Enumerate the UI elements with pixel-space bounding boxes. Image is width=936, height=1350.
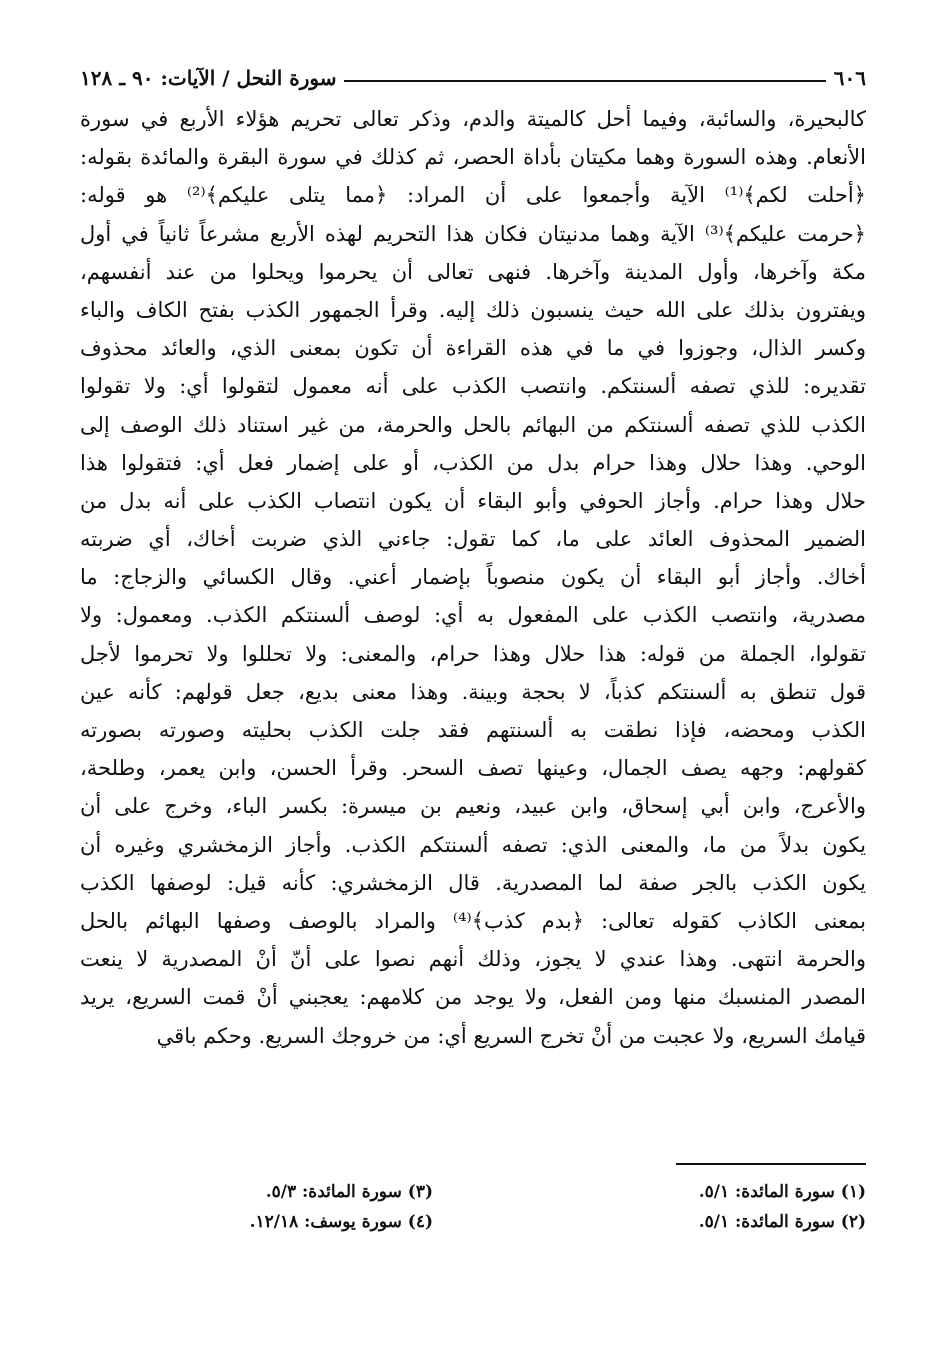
body-line: يكون بدلاً من ما، والمعنى الذي: تصفه ألسنتكم الكذب. وأجاز الزمخشري وغيره أن	[80, 832, 866, 857]
body-line: كقولهم: وجهه يصف الجمال، وعينها تصف السحر. وقرأ الحسن، وابن يعمر، وطلحة،	[80, 756, 866, 781]
body-line: يكون الكذب بالجر صفة لما المصدرية. قال الزمخشري: كأنه قيل: لوصفها الكذب	[80, 870, 866, 895]
running-head	[80, 60, 866, 90]
body-line: الضمير المحذوف العائد على ما، كما تقول: جاءني الذي ضربت أخاك، أي ضربته	[80, 527, 866, 552]
body-line: كالبحيرة، والسائبة، وفيما أحل كالميتة والدم، وذكر تعالى تحريم هؤلاء الأربع في سورة	[80, 107, 866, 131]
page	[80, 60, 866, 1055]
body-line: ويفترون بذلك على الله حيث ينسبون ذلك إليه. وقرأ الجمهور الكذب بفتح الكاف والباء	[80, 297, 866, 322]
footnote-2: (٢) سورة المائدة: ٥/١.	[698, 1212, 866, 1232]
footnote-rule	[676, 1163, 866, 1165]
body-line: تقديره: للذي تصفه ألسنتكم. وانتصب الكذب على أنه معمول لتقولوا أي: ولا تقولوا	[80, 374, 866, 399]
body-line: أخاك. وأجاز أبو البقاء أن يكون منصوباً بإضمار أعني. وقال الكسائي والزجاج: ما	[80, 565, 866, 590]
header-rule	[344, 80, 825, 82]
body-line: وكسر الذال، وجوزوا في ما في هذه القراءة أن تكون بمعنى الذي، والعائد محذوف	[80, 336, 866, 361]
body-line: قول تنطق به ألسنتكم كذباً، لا بحجة وبينة. وهذا معنى بديع، جعل قولهم: كأنه عين	[80, 679, 866, 704]
body-line: قيامك السريع، ولا عجبت من أنْ تخرج السريع أي: من خروجك السريع. وحكم باقي	[156, 1023, 866, 1048]
body-line: تقولوا، الجملة من قوله: هذا حلال وهذا حرام، والمعنى: ولا تحللوا ولا تحرموا لأجل	[80, 641, 866, 666]
footnotes	[80, 1163, 866, 1235]
body-line: والأعرج، وابن أبي إسحاق، وابن عبيد، ونعيم بن ميسرة: بكسر الباء، وخرج على أن	[80, 794, 866, 819]
body-line: الوحي. وهذا حلال وهذا حرام بدل من الكذب، أو على إضمار فعل أي: فتقولوا هذا	[80, 450, 866, 475]
body-line: الكذب للذي تصفه ألسنتكم من البهائم بالحل والحرمة، من غير استناد ذلك الوصف إلى	[80, 412, 866, 437]
body-line: المصدر المنسبك منها ومن الفعل، ولا يوجد من كلامهم: يعجبني أنْ قمت السريع، يريد	[80, 985, 866, 1010]
body-line: الأنعام. وهذه السورة وهما مكيتان بأداة الحصر، ثم كذلك في سورة البقرة والمائدة بقوله:	[80, 145, 866, 170]
body-line: ﴿حرمت عليكم﴾⁽³⁾ الآية وهما مدنيتان فكان هذا التحريم لهذه الأربع مشرعاً ثانياً في أول	[80, 221, 866, 246]
body-line: والحرمة انتهى. وهذا عندي لا يجوز، وذلك أنهم نصوا على أنّ أنْ المصدرية لا ينعت	[80, 947, 866, 972]
footnote-list	[80, 1179, 866, 1235]
footnote-4: (٤) سورة يوسف: ١٢/١٨.	[249, 1212, 433, 1232]
body-line: ﴿أحلت لكم﴾⁽¹⁾ الآية وأجمعوا على أن المراد: ﴿مما يتلى عليكم﴾⁽²⁾ هو قوله:	[80, 183, 866, 208]
body-line: الكذب ومحضه، فإذا نطقت به ألسنتهم فقد جلت الكذب بحليته وصورته بصورته	[80, 718, 866, 742]
footnote-3: (٣) سورة المائدة: ٥/٣.	[265, 1182, 433, 1202]
body-line: مصدرية، وانتصب الكذب على المفعول به أي: لوصف ألسنتكم الكذب. ومعمول: ولا	[80, 603, 866, 628]
footnote-1: (١) سورة المائدة: ٥/١.	[698, 1182, 866, 1202]
body-line: حلال وهذا حرام. وأجاز الحوفي وأبو البقاء أن يكون انتصاب الكذب على أنه بدل من	[80, 488, 866, 513]
section-title: سورة النحل / الآيات: ٩٠ ـ ١٢٨	[80, 66, 337, 90]
body-text	[80, 100, 866, 1055]
body-line: بمعنى الكاذب كقوله تعالى: ﴿بدم كذب﴾⁽⁴⁾ والمراد بالوصف وصفها البهائم بالحل	[80, 908, 866, 933]
page-number: ٦٠٦	[833, 66, 866, 90]
body-line: مكة وآخرها، وأول المدينة وآخرها. فنهى تعالى أن يحرموا ويحلوا من عند أنفسهم،	[80, 259, 866, 284]
